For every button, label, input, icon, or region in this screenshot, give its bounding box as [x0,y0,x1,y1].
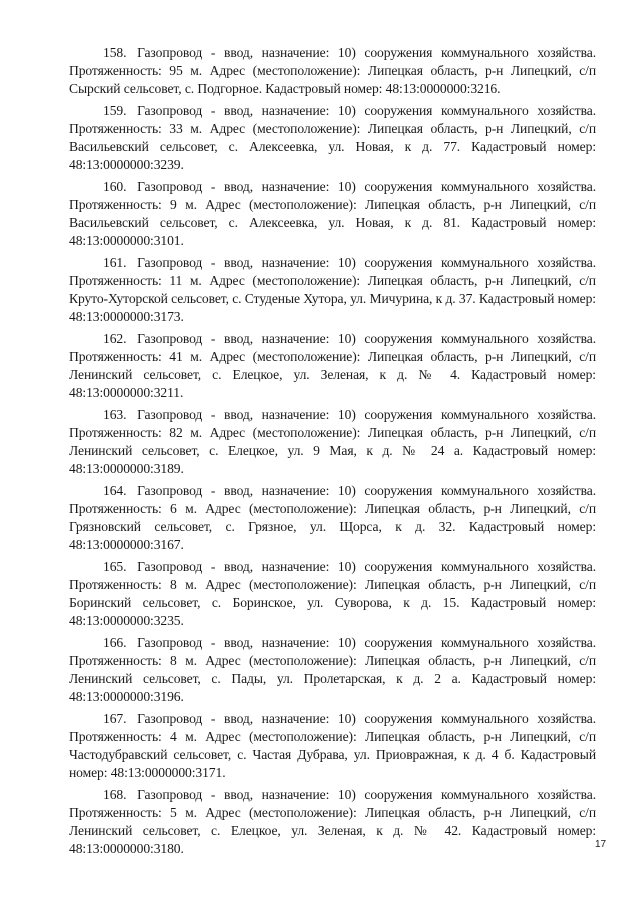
entry-number: 158. [103,45,127,60]
entry-number: 167. [103,711,127,726]
entry-text: Газопровод - ввод, назначение: 10) сооружения коммунального хозяйства. Протяженность: 8 м. Адрес (местоположение): Липецкая область, р-н Липецкий, с/п Ленинский сельсовет, с. Пады, ул. Пролетарская, к д. 2 а. Кадастровый номер: 48:13:0000000:3196. [69,635,596,704]
list-item-158 [69,44,596,98]
entry-text: Газопровод - ввод, назначение: 10) сооружения коммунального хозяйства. Протяженность: 6 м. Адрес (местоположение): Липецкая область, р-н Липецкий, с/п Грязновский сельсовет, с. Грязное, ул. Щорса, к д. 32. Кадастровый номер: 48:13:0000000:3167. [69,483,596,552]
entry-number: 168. [103,787,127,802]
entry-text: Газопровод - ввод, назначение: 10) сооружения коммунального хозяйства. Протяженность: 33 м. Адрес (местоположение): Липецкая область, р-н Липецкий, с/п Васильевский сельсовет, с. Алексеевка, ул. Новая, к д. 77. Кадастровый номер: 48:13:0000000:3239. [69,103,596,172]
list-item-163 [69,406,596,478]
entry-text: Газопровод - ввод, назначение: 10) сооружения коммунального хозяйства. Протяженность: 8 м. Адрес (местоположение): Липецкая область, р-н Липецкий, с/п Боринский сельсовет, с. Боринское, ул. Суворова, к д. 15. Кадастровый номер: 48:13:0000000:3235. [69,559,596,628]
entry-number: 160. [103,179,127,194]
entry-text: Газопровод - ввод, назначение: 10) сооружения коммунального хозяйства. Протяженность: 41 м. Адрес (местоположение): Липецкая область, р-н Липецкий, с/п Ленинский сельсовет, с. Елецкое, ул. Зеленая, к д. № 4. Кадастровый номер: 48:13:0000000:3211. [69,331,596,400]
list-item-161 [69,254,596,326]
entry-text: Газопровод - ввод, назначение: 10) сооружения коммунального хозяйства. Протяженность: 4 м. Адрес (местоположение): Липецкая область, р-н Липецкий, с/п Частодубравский сельсовет, с. Частая Дубрава, ул. Приовражная, к д. 4 б. Кадастровый номер: 48:13:0000000:3171. [69,711,596,780]
entry-number: 164. [103,483,127,498]
entry-number: 161. [103,255,127,270]
entry-number: 163. [103,407,127,422]
entry-text: Газопровод - ввод, назначение: 10) сооружения коммунального хозяйства. Протяженность: 5 м. Адрес (местоположение): Липецкая область, р-н Липецкий, с/п Ленинский сельсовет, с. Елецкое, ул. Зеленая, к д. № 42. Кадастровый номер: 48:13:0000000:3180. [69,787,596,856]
entry-number: 162. [103,331,127,346]
entry-text: Газопровод - ввод, назначение: 10) сооружения коммунального хозяйства. Протяженность: 95 м. Адрес (местоположение): Липецкая область, р-н Липецкий, с/п Сырский сельсовет, с. Подгорное. Кадастровый номер: 48:13:0000000:3216. [69,45,596,96]
entry-text: Газопровод - ввод, назначение: 10) сооружения коммунального хозяйства. Протяженность: 11 м. Адрес (местоположение): Липецкая область, р-н Липецкий, с/п Круто-Хуторской сельсовет, с. Студеные Хутора, ул. Мичурина, к д. 37. Кадастровый номер: 48:13:0000000:3173. [69,255,596,324]
entry-number: 165. [103,559,127,574]
list-item-167 [69,710,596,782]
list-item-166 [69,634,596,706]
entry-text: Газопровод - ввод, назначение: 10) сооружения коммунального хозяйства. Протяженность: 82 м. Адрес (местоположение): Липецкая область, р-н Липецкий, с/п Ленинский сельсовет, с. Елецкое, ул. 9 Мая, к д. № 24 а. Кадастровый номер: 48:13:0000000:3189. [69,407,596,476]
entry-number: 166. [103,635,127,650]
list-item-168 [69,786,596,858]
page-number: 17 [595,839,607,850]
document-page [69,44,596,862]
entry-text: Газопровод - ввод, назначение: 10) сооружения коммунального хозяйства. Протяженность: 9 м. Адрес (местоположение): Липецкая область, р-н Липецкий, с/п Васильевский сельсовет, с. Алексеевка, ул. Новая, к д. 81. Кадастровый номер: 48:13:0000000:3101. [69,179,596,248]
list-item-159 [69,102,596,174]
list-item-165 [69,558,596,630]
list-item-164 [69,482,596,554]
list-item-162 [69,330,596,402]
entry-number: 159. [103,103,127,118]
list-item-160 [69,178,596,250]
